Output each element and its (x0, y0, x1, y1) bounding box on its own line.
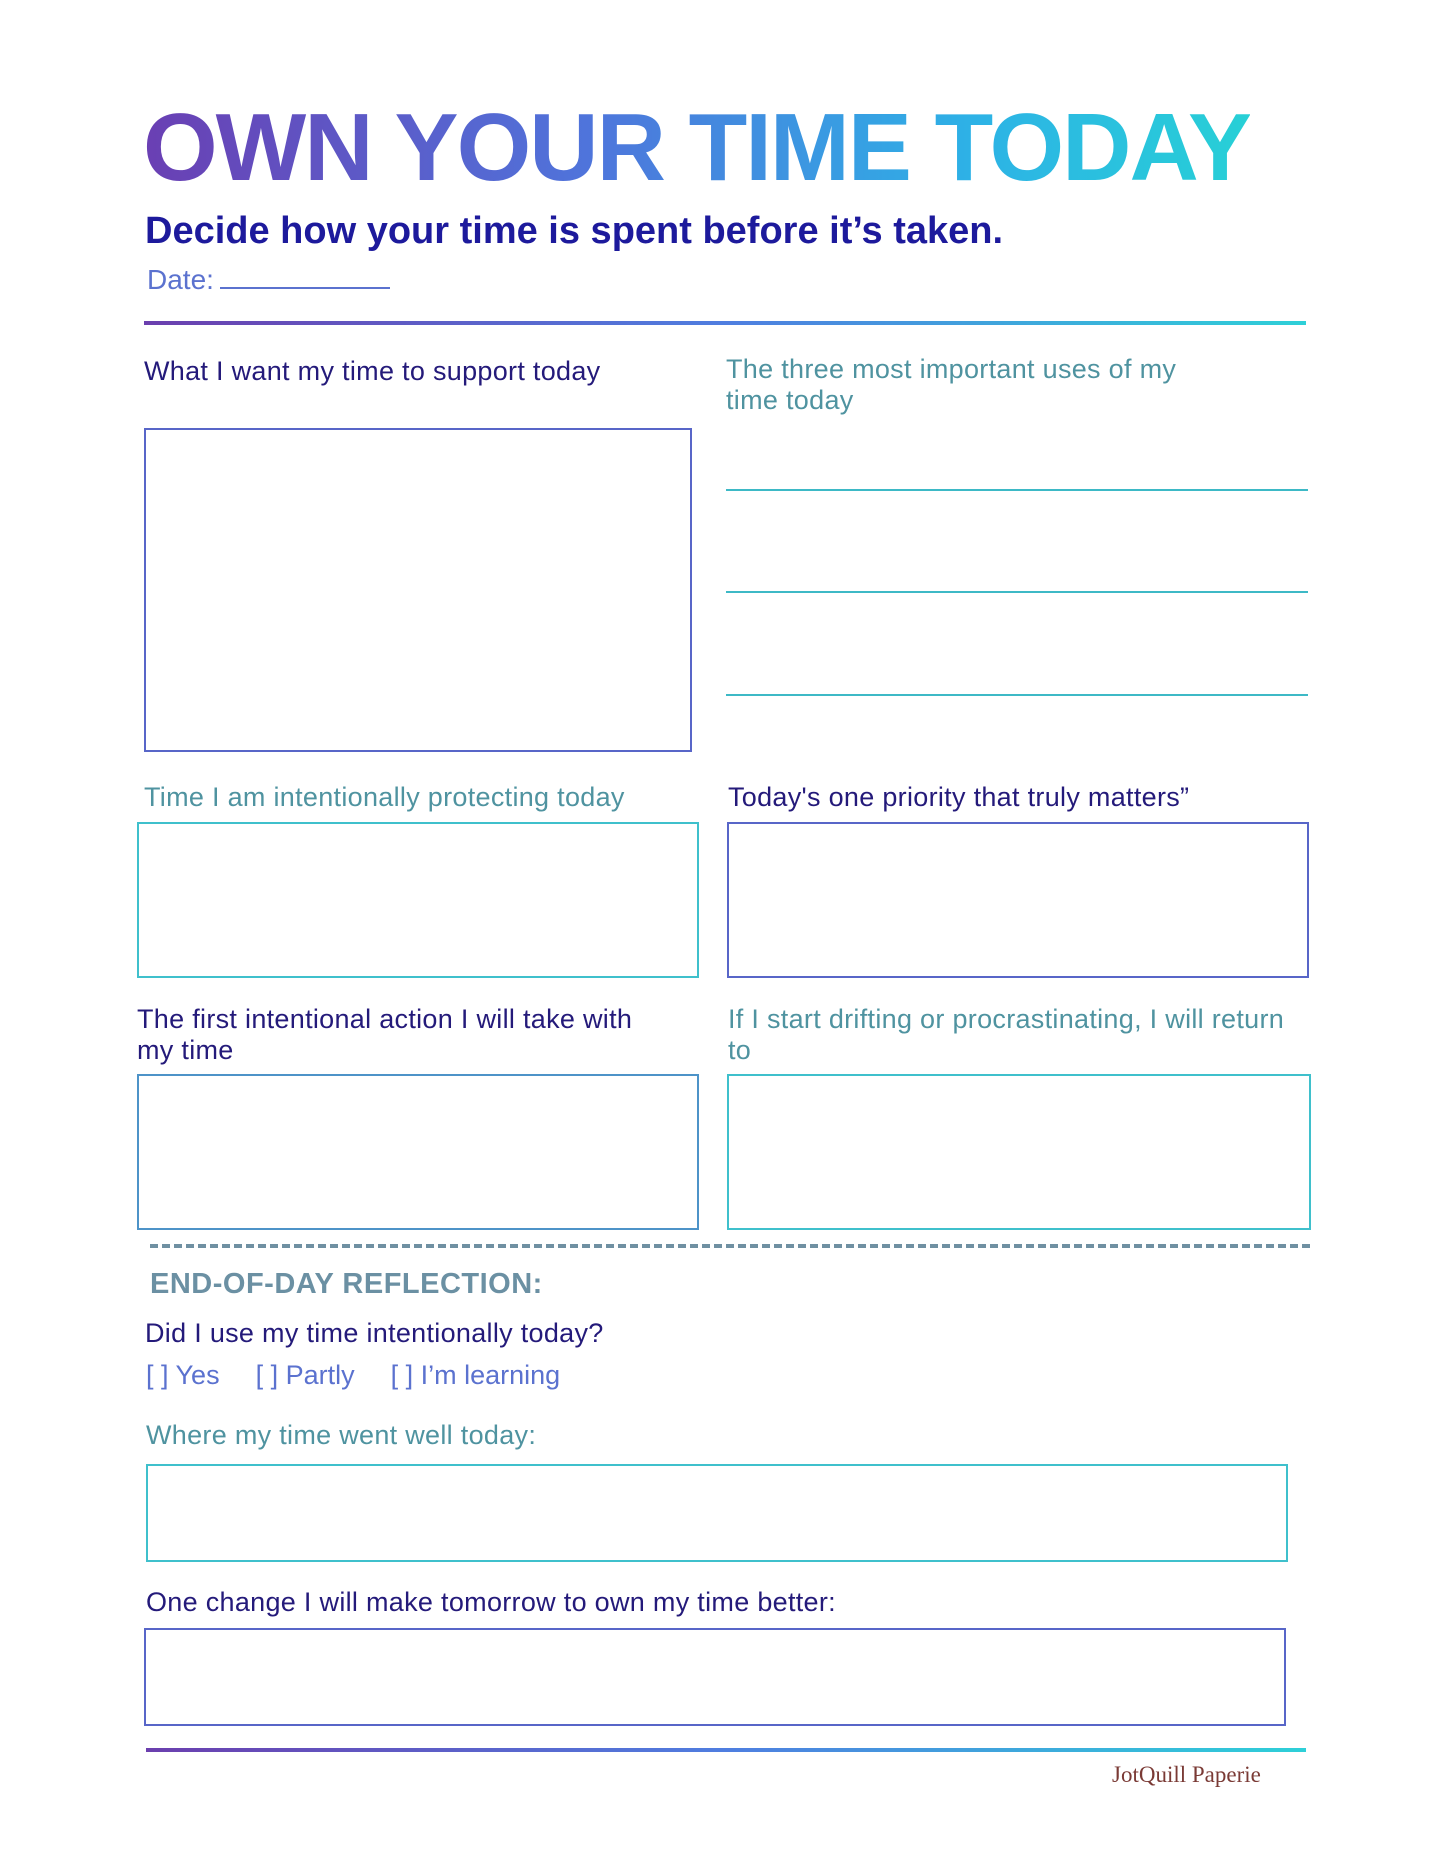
option-learning-checkbox[interactable]: [ ] I’m learning (390, 1360, 561, 1390)
drifting-box[interactable] (727, 1074, 1311, 1230)
reflection-divider (150, 1244, 1310, 1248)
important-use-line-1[interactable] (726, 489, 1308, 491)
first-action-box[interactable] (137, 1074, 699, 1230)
important-uses-label: The three most important uses of my time today (726, 354, 1177, 415)
date-label: Date: (147, 264, 214, 295)
date-blank-line[interactable] (220, 265, 390, 289)
reflection-heading: END-OF-DAY REFLECTION: (150, 1268, 543, 1300)
reflection-question: Did I use my time intentionally today? (145, 1318, 604, 1348)
page-title: OWN YOUR TIME TODAY (143, 94, 1251, 201)
protecting-box[interactable] (137, 822, 699, 978)
important-use-line-2[interactable] (726, 591, 1308, 593)
option-partly-checkbox[interactable]: [ ] Partly (255, 1360, 355, 1390)
change-label: One change I will make tomorrow to own my time better: (146, 1587, 836, 1617)
first-action-label: The first intentional action I will take with my time (137, 1004, 633, 1065)
change-box[interactable] (144, 1628, 1286, 1726)
went-well-box[interactable] (146, 1464, 1288, 1562)
drifting-label: If I start drifting or procrastinating, I will return to (728, 1004, 1285, 1065)
footer-divider (146, 1748, 1306, 1752)
support-box[interactable] (144, 428, 692, 752)
important-use-line-3[interactable] (726, 694, 1308, 696)
reflection-options (146, 1360, 560, 1391)
option-yes-checkbox[interactable]: [ ] Yes (146, 1360, 220, 1390)
date-field (147, 264, 390, 296)
priority-label: Today's one priority that truly matters” (728, 782, 1190, 812)
header-divider (144, 321, 1306, 325)
support-label: What I want my time to support today (144, 356, 601, 386)
priority-box[interactable] (727, 822, 1309, 978)
went-well-label: Where my time went well today: (146, 1420, 537, 1450)
brand-name: JotQuill Paperie (1112, 1762, 1261, 1787)
protecting-label: Time I am intentionally protecting today (144, 782, 625, 812)
page-subtitle: Decide how your time is spent before it’s taken. (145, 210, 1004, 252)
